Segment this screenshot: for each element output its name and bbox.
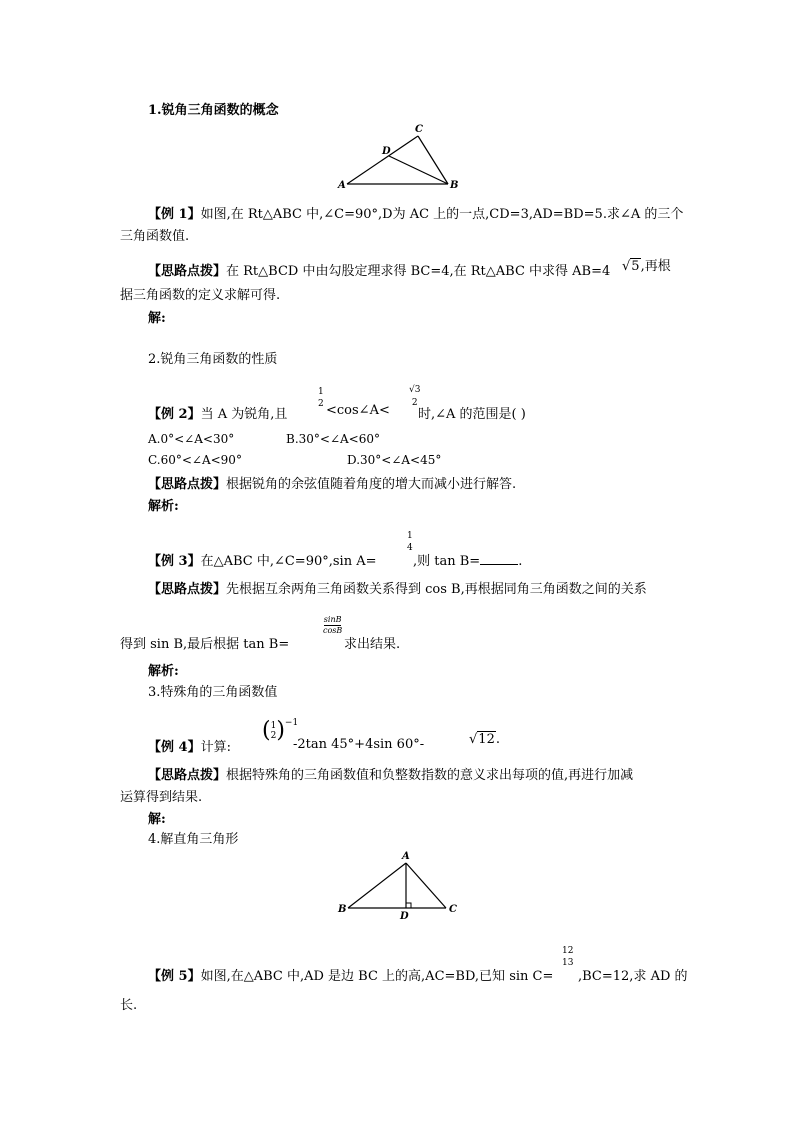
example-2-option-d: D.30°<∠A<45° (347, 453, 442, 467)
example-4-sqrt: √12. (469, 732, 500, 747)
example-2-fraction-2: √3 2 (409, 385, 421, 408)
triangle-figure-2 (330, 848, 470, 923)
example-2-option-a: A.0°<∠A<30° (148, 432, 235, 446)
example-1-hint-sqrt: √5,再根 (622, 259, 671, 274)
example-2-hint: 【思路点拨】根据锐角的余弦值随着角度的增大而减小进行解答. (148, 477, 517, 492)
example-2-line1 (148, 403, 287, 422)
fig1-label-b: B (450, 180, 459, 191)
section-title-2: 2.锐角三角函数的性质 (148, 352, 278, 367)
example-3-hint-line2-b: 求出结果. (344, 637, 401, 652)
example-4-tag: 【例 4】 (148, 740, 201, 755)
fig2-label-c: C (449, 904, 457, 915)
example-1-hint-tag: 【思路点拨】 (148, 264, 227, 279)
example-1-tag: 【例 1】 (148, 207, 201, 222)
fig1-label-d: D (382, 146, 391, 157)
example-4-hint-line1: 【思路点拨】根据特殊角的三角函数值和负整数指数的意义求出每项的值,再进行加减 (148, 768, 634, 783)
example-3-hint-line2-a: 得到 sin B,最后根据 tan B= (120, 637, 290, 652)
example-4-line1: 【例 4】计算: (148, 740, 231, 755)
fig2-label-d: D (400, 911, 409, 922)
example-2-text-b: 时,∠A 的范围是( ) (418, 407, 526, 422)
example-4-power: ( 1 2 )$^{-1}$ (262, 718, 299, 743)
example-3-hint-tag: 【思路点拨】 (148, 582, 227, 597)
example-5-tag: 【例 5】 (148, 969, 201, 984)
example-1-hint-line2: 据三角函数的定义求解可得. (120, 288, 281, 303)
example-3-hint-fraction: sinB cosB (323, 615, 343, 635)
example-2-hint-tag: 【思路点拨】 (148, 477, 227, 492)
example-3-hint-line1: 【思路点拨】先根据互余两角三角函数关系得到 cos B,再根据同角三角函数之间的关系 (148, 582, 647, 597)
example-3-tag: 【例 3】 (148, 554, 201, 569)
example-1-line1 (148, 203, 683, 222)
example-1-hint-line1 (148, 260, 610, 279)
example-1-text: 如图,在 Rt△ABC 中,∠C=90°,D为 AC 上的一点,CD=3,AD=BD=5.求∠A 的三个 (200, 207, 684, 222)
example-2-option-b: B.30°<∠A<60° (286, 432, 381, 446)
example-3-line1: 【例 3】在△ABC 中,∠C=90°,sin A= (148, 554, 377, 569)
example-2-tag: 【例 2】 (148, 407, 201, 422)
example-2-text-mid: <cos∠A< (326, 403, 390, 418)
example-2-answer-label: 解析: (148, 499, 179, 514)
example-4-hint-tag: 【思路点拨】 (148, 768, 227, 783)
fig1-label-c: C (415, 124, 423, 135)
example-3-answer-blank[interactable] (480, 553, 518, 565)
example-4-hint-line2: 运算得到结果. (120, 790, 203, 805)
fig2-label-b: B (338, 904, 347, 915)
example-1-answer-label: 解: (148, 311, 166, 326)
example-1-hint-a: 在 Rt△BCD 中由勾股定理求得 BC=4,在 Rt△ABC 中求得 AB=4 (226, 264, 611, 279)
example-1-line2: 三角函数值. (120, 229, 190, 244)
example-4-answer-label: 解: (148, 812, 166, 827)
example-4-text-b: -2tan 45°+4sin 60°- (293, 737, 425, 752)
example-3-fraction: 1 4 (407, 531, 413, 553)
example-5-fraction: 12 13 (562, 946, 574, 968)
example-5-line1: 【例 5】如图,在△ABC 中,AD 是边 BC 上的高,AC=BD,已知 sin C= (148, 969, 554, 984)
section-title-4: 4.解直角三角形 (148, 832, 239, 847)
example-2-text-a: 当 A 为锐角,且 (200, 407, 288, 422)
fig2-label-a: A (402, 851, 410, 862)
example-3-answer-label: 解析: (148, 664, 179, 679)
section-title-1: 1.锐角三角函数的概念 (148, 103, 279, 118)
example-5-line2: 长. (120, 998, 138, 1013)
fig1-label-a: A (338, 180, 346, 191)
example-5-text-b: ,BC=12,求 AD 的 (578, 969, 688, 984)
example-3-text-b: ,则 tan B= . (413, 554, 523, 569)
triangle-figure-1 (330, 120, 470, 195)
example-2-fraction-1: 1 2 (318, 387, 324, 409)
example-2-option-c: C.60°<∠A<90° (148, 453, 242, 467)
example-1-hint-b: ,再根 (640, 259, 671, 274)
section-title-3: 3.特殊角的三角函数值 (148, 685, 278, 700)
